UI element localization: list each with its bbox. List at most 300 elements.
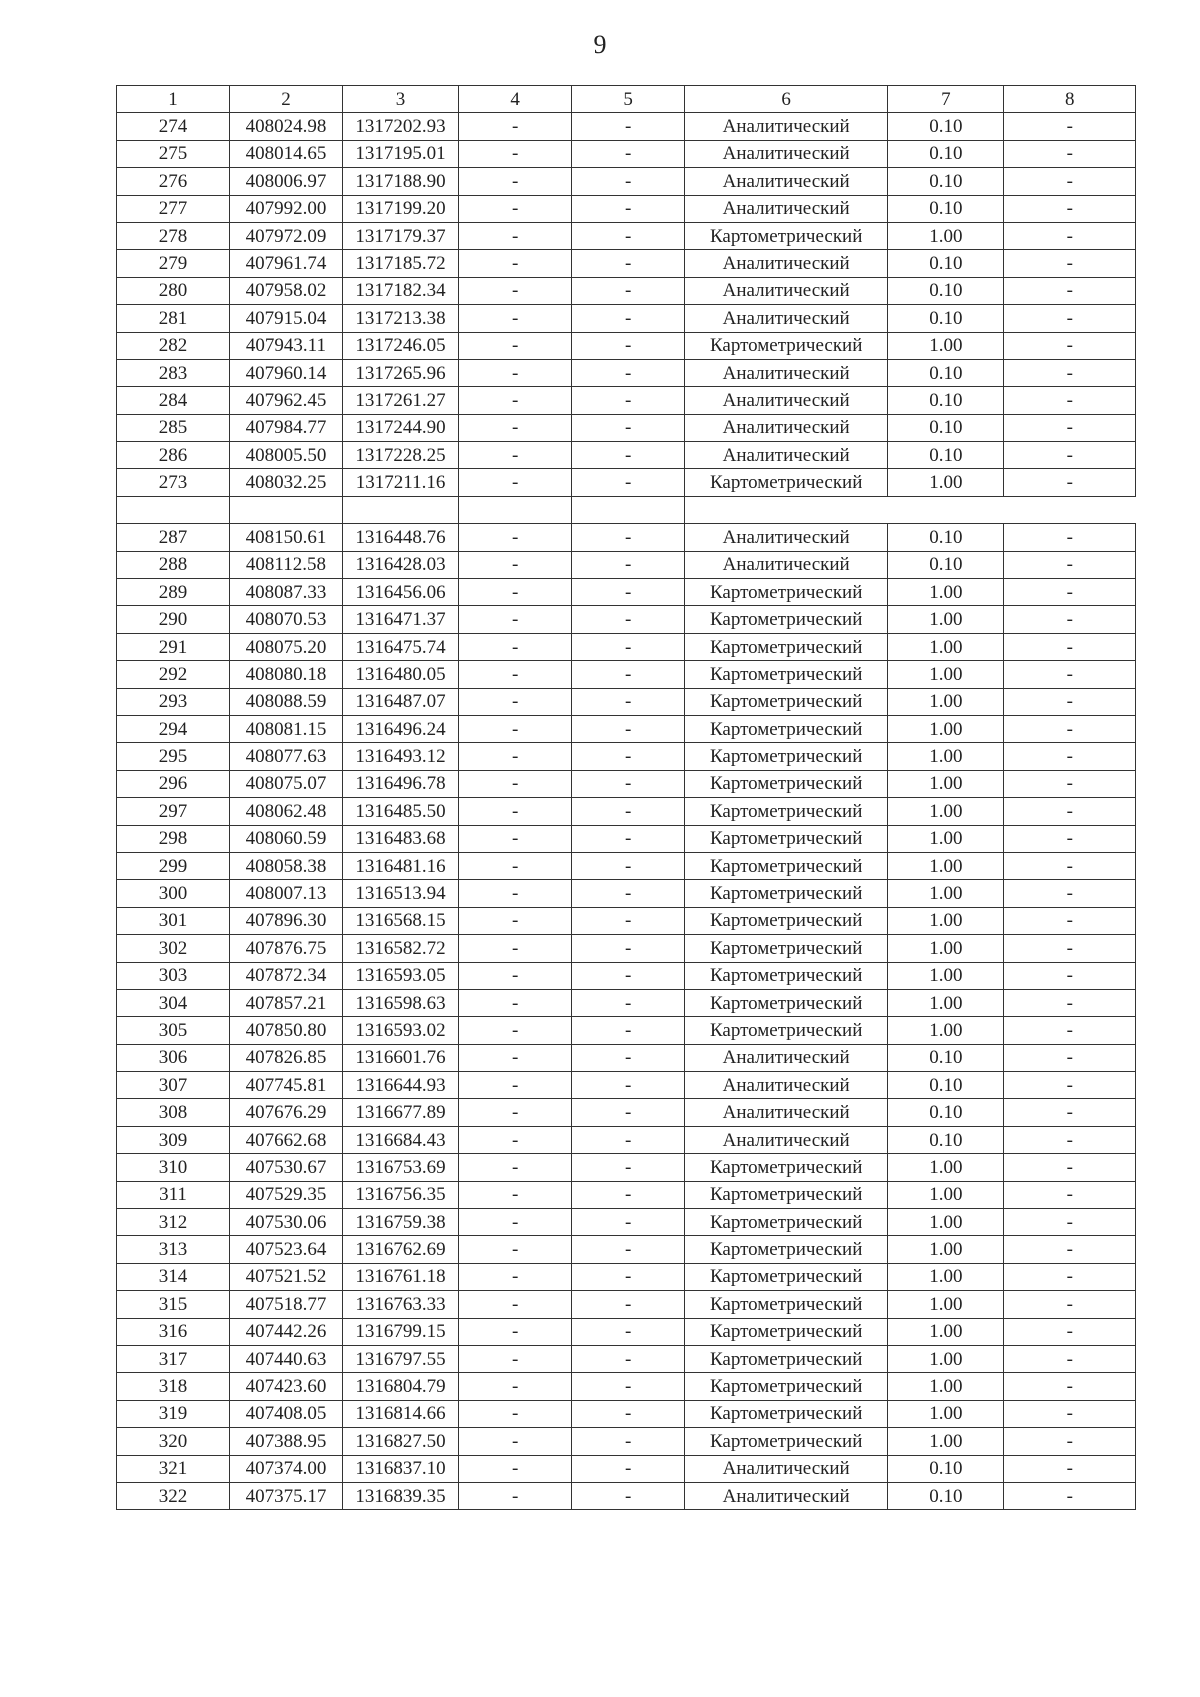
x-coordinate-cell: 408112.58 bbox=[229, 551, 342, 578]
method-cell: Картометрический bbox=[685, 633, 888, 660]
col8-cell: - bbox=[1004, 1154, 1136, 1181]
method-cell: Аналитический bbox=[685, 195, 888, 222]
point-number-cell: 315 bbox=[117, 1291, 230, 1318]
point-number-cell: 307 bbox=[117, 1072, 230, 1099]
point-number-cell: 316 bbox=[117, 1318, 230, 1345]
column-header: 8 bbox=[1004, 86, 1136, 113]
point-number-cell: 283 bbox=[117, 359, 230, 386]
method-cell: Аналитический bbox=[685, 1455, 888, 1482]
col4-cell: - bbox=[459, 825, 572, 852]
accuracy-cell: 1.00 bbox=[888, 825, 1004, 852]
col4-cell: - bbox=[459, 1291, 572, 1318]
method-cell: Картометрический bbox=[685, 715, 888, 742]
col8-cell: - bbox=[1004, 1099, 1136, 1126]
empty-cell bbox=[117, 496, 230, 523]
method-cell: Картометрический bbox=[685, 743, 888, 770]
x-coordinate-cell: 408087.33 bbox=[229, 579, 342, 606]
table-row bbox=[117, 387, 1136, 414]
accuracy-cell: 0.10 bbox=[888, 1072, 1004, 1099]
y-coordinate-cell: 1316487.07 bbox=[342, 688, 458, 715]
x-coordinate-cell: 407943.11 bbox=[229, 332, 342, 359]
method-cell: Картометрический bbox=[685, 1291, 888, 1318]
accuracy-cell: 0.10 bbox=[888, 1482, 1004, 1509]
col8-cell: - bbox=[1004, 770, 1136, 797]
point-number-cell: 300 bbox=[117, 880, 230, 907]
y-coordinate-cell: 1316601.76 bbox=[342, 1044, 458, 1071]
col4-cell: - bbox=[459, 113, 572, 140]
table-row bbox=[117, 962, 1136, 989]
y-coordinate-cell: 1317265.96 bbox=[342, 359, 458, 386]
y-coordinate-cell: 1316759.38 bbox=[342, 1209, 458, 1236]
col4-cell: - bbox=[459, 277, 572, 304]
col4-cell: - bbox=[459, 1263, 572, 1290]
method-cell: Картометрический bbox=[685, 1263, 888, 1290]
x-coordinate-cell: 408006.97 bbox=[229, 168, 342, 195]
col4-cell: - bbox=[459, 387, 572, 414]
col5-cell: - bbox=[572, 1345, 685, 1372]
col5-cell: - bbox=[572, 579, 685, 606]
point-number-cell: 298 bbox=[117, 825, 230, 852]
accuracy-cell: 1.00 bbox=[888, 770, 1004, 797]
col8-cell: - bbox=[1004, 442, 1136, 469]
col8-cell: - bbox=[1004, 1209, 1136, 1236]
col4-cell: - bbox=[459, 469, 572, 496]
point-number-cell: 304 bbox=[117, 989, 230, 1016]
col8-cell: - bbox=[1004, 140, 1136, 167]
col4-cell: - bbox=[459, 1318, 572, 1345]
point-number-cell: 275 bbox=[117, 140, 230, 167]
col5-cell: - bbox=[572, 1181, 685, 1208]
col4-cell: - bbox=[459, 798, 572, 825]
col5-cell: - bbox=[572, 168, 685, 195]
accuracy-cell: 1.00 bbox=[888, 907, 1004, 934]
x-coordinate-cell: 408075.20 bbox=[229, 633, 342, 660]
method-cell: Картометрический bbox=[685, 1017, 888, 1044]
col8-cell: - bbox=[1004, 1263, 1136, 1290]
accuracy-cell: 1.00 bbox=[888, 962, 1004, 989]
col4-cell: - bbox=[459, 250, 572, 277]
y-coordinate-cell: 1316471.37 bbox=[342, 606, 458, 633]
point-number-cell: 318 bbox=[117, 1373, 230, 1400]
method-cell: Аналитический bbox=[685, 1044, 888, 1071]
column-header: 7 bbox=[888, 86, 1004, 113]
y-coordinate-cell: 1317199.20 bbox=[342, 195, 458, 222]
point-number-cell: 301 bbox=[117, 907, 230, 934]
x-coordinate-cell: 407676.29 bbox=[229, 1099, 342, 1126]
col4-cell: - bbox=[459, 633, 572, 660]
table-row bbox=[117, 715, 1136, 742]
table-row bbox=[117, 907, 1136, 934]
point-number-cell: 294 bbox=[117, 715, 230, 742]
y-coordinate-cell: 1317179.37 bbox=[342, 222, 458, 249]
accuracy-cell: 1.00 bbox=[888, 661, 1004, 688]
table-row bbox=[117, 1263, 1136, 1290]
x-coordinate-cell: 408080.18 bbox=[229, 661, 342, 688]
col5-cell: - bbox=[572, 113, 685, 140]
col4-cell: - bbox=[459, 770, 572, 797]
point-number-cell: 308 bbox=[117, 1099, 230, 1126]
col4-cell: - bbox=[459, 743, 572, 770]
accuracy-cell: 1.00 bbox=[888, 688, 1004, 715]
table-row bbox=[117, 469, 1136, 496]
col4-cell: - bbox=[459, 579, 572, 606]
y-coordinate-cell: 1317202.93 bbox=[342, 113, 458, 140]
col5-cell: - bbox=[572, 688, 685, 715]
accuracy-cell: 0.10 bbox=[888, 414, 1004, 441]
col5-cell: - bbox=[572, 962, 685, 989]
col8-cell: - bbox=[1004, 168, 1136, 195]
col8-cell: - bbox=[1004, 414, 1136, 441]
col4-cell: - bbox=[459, 1017, 572, 1044]
x-coordinate-cell: 407915.04 bbox=[229, 305, 342, 332]
method-cell: Аналитический bbox=[685, 1072, 888, 1099]
y-coordinate-cell: 1317228.25 bbox=[342, 442, 458, 469]
point-number-cell: 305 bbox=[117, 1017, 230, 1044]
col4-cell: - bbox=[459, 989, 572, 1016]
empty-cell bbox=[685, 496, 1136, 523]
col8-cell: - bbox=[1004, 606, 1136, 633]
col5-cell: - bbox=[572, 1291, 685, 1318]
method-cell: Аналитический bbox=[685, 277, 888, 304]
accuracy-cell: 1.00 bbox=[888, 715, 1004, 742]
accuracy-cell: 0.10 bbox=[888, 442, 1004, 469]
table-row bbox=[117, 1400, 1136, 1427]
point-number-cell: 321 bbox=[117, 1455, 230, 1482]
coordinates-table bbox=[116, 85, 1136, 1510]
col4-cell: - bbox=[459, 880, 572, 907]
y-coordinate-cell: 1316582.72 bbox=[342, 935, 458, 962]
x-coordinate-cell: 407523.64 bbox=[229, 1236, 342, 1263]
column-header: 3 bbox=[342, 86, 458, 113]
col4-cell: - bbox=[459, 1072, 572, 1099]
accuracy-cell: 1.00 bbox=[888, 1400, 1004, 1427]
col5-cell: - bbox=[572, 1373, 685, 1400]
page-number: 9 bbox=[593, 30, 607, 59]
col8-cell: - bbox=[1004, 935, 1136, 962]
accuracy-cell: 1.00 bbox=[888, 1236, 1004, 1263]
table-row bbox=[117, 442, 1136, 469]
y-coordinate-cell: 1316762.69 bbox=[342, 1236, 458, 1263]
col5-cell: - bbox=[572, 743, 685, 770]
table-row bbox=[117, 688, 1136, 715]
x-coordinate-cell: 407521.52 bbox=[229, 1263, 342, 1290]
method-cell: Аналитический bbox=[685, 113, 888, 140]
accuracy-cell: 1.00 bbox=[888, 1345, 1004, 1372]
col8-cell: - bbox=[1004, 359, 1136, 386]
col8-cell: - bbox=[1004, 715, 1136, 742]
col5-cell: - bbox=[572, 770, 685, 797]
col4-cell: - bbox=[459, 1482, 572, 1509]
point-number-cell: 295 bbox=[117, 743, 230, 770]
table-row bbox=[117, 989, 1136, 1016]
col4-cell: - bbox=[459, 715, 572, 742]
method-cell: Аналитический bbox=[685, 442, 888, 469]
accuracy-cell: 1.00 bbox=[888, 1181, 1004, 1208]
x-coordinate-cell: 407850.80 bbox=[229, 1017, 342, 1044]
point-number-cell: 317 bbox=[117, 1345, 230, 1372]
method-cell: Аналитический bbox=[685, 1126, 888, 1153]
col8-cell: - bbox=[1004, 387, 1136, 414]
point-number-cell: 273 bbox=[117, 469, 230, 496]
column-header: 6 bbox=[685, 86, 888, 113]
accuracy-cell: 0.10 bbox=[888, 250, 1004, 277]
y-coordinate-cell: 1317246.05 bbox=[342, 332, 458, 359]
col8-cell: - bbox=[1004, 743, 1136, 770]
col4-cell: - bbox=[459, 1209, 572, 1236]
col8-cell: - bbox=[1004, 1400, 1136, 1427]
x-coordinate-cell: 408014.65 bbox=[229, 140, 342, 167]
point-number-cell: 311 bbox=[117, 1181, 230, 1208]
table-row bbox=[117, 1181, 1136, 1208]
col4-cell: - bbox=[459, 1181, 572, 1208]
accuracy-cell: 1.00 bbox=[888, 579, 1004, 606]
method-cell: Картометрический bbox=[685, 770, 888, 797]
accuracy-cell: 1.00 bbox=[888, 606, 1004, 633]
y-coordinate-cell: 1316837.10 bbox=[342, 1455, 458, 1482]
col5-cell: - bbox=[572, 1154, 685, 1181]
point-number-cell: 290 bbox=[117, 606, 230, 633]
col4-cell: - bbox=[459, 907, 572, 934]
x-coordinate-cell: 407958.02 bbox=[229, 277, 342, 304]
method-cell: Картометрический bbox=[685, 332, 888, 359]
col5-cell: - bbox=[572, 359, 685, 386]
col5-cell: - bbox=[572, 524, 685, 551]
accuracy-cell: 1.00 bbox=[888, 222, 1004, 249]
accuracy-cell: 0.10 bbox=[888, 168, 1004, 195]
point-number-cell: 303 bbox=[117, 962, 230, 989]
col8-cell: - bbox=[1004, 1072, 1136, 1099]
col5-cell: - bbox=[572, 1072, 685, 1099]
x-coordinate-cell: 408007.13 bbox=[229, 880, 342, 907]
point-number-cell: 279 bbox=[117, 250, 230, 277]
point-number-cell: 299 bbox=[117, 852, 230, 879]
x-coordinate-cell: 407872.34 bbox=[229, 962, 342, 989]
col5-cell: - bbox=[572, 715, 685, 742]
col5-cell: - bbox=[572, 661, 685, 688]
point-number-cell: 282 bbox=[117, 332, 230, 359]
accuracy-cell: 1.00 bbox=[888, 469, 1004, 496]
accuracy-cell: 0.10 bbox=[888, 1126, 1004, 1153]
point-number-cell: 296 bbox=[117, 770, 230, 797]
point-number-cell: 309 bbox=[117, 1126, 230, 1153]
y-coordinate-cell: 1316756.35 bbox=[342, 1181, 458, 1208]
table-row bbox=[117, 551, 1136, 578]
accuracy-cell: 0.10 bbox=[888, 195, 1004, 222]
col5-cell: - bbox=[572, 798, 685, 825]
y-coordinate-cell: 1317195.01 bbox=[342, 140, 458, 167]
method-cell: Аналитический bbox=[685, 1482, 888, 1509]
col5-cell: - bbox=[572, 442, 685, 469]
accuracy-cell: 0.10 bbox=[888, 387, 1004, 414]
method-cell: Картометрический bbox=[685, 880, 888, 907]
y-coordinate-cell: 1316761.18 bbox=[342, 1263, 458, 1290]
col4-cell: - bbox=[459, 305, 572, 332]
point-number-cell: 285 bbox=[117, 414, 230, 441]
point-number-cell: 286 bbox=[117, 442, 230, 469]
point-number-cell: 306 bbox=[117, 1044, 230, 1071]
y-coordinate-cell: 1316483.68 bbox=[342, 825, 458, 852]
accuracy-cell: 1.00 bbox=[888, 1373, 1004, 1400]
col8-cell: - bbox=[1004, 1044, 1136, 1071]
col4-cell: - bbox=[459, 332, 572, 359]
x-coordinate-cell: 407857.21 bbox=[229, 989, 342, 1016]
col8-cell: - bbox=[1004, 1455, 1136, 1482]
y-coordinate-cell: 1316827.50 bbox=[342, 1428, 458, 1455]
table-row bbox=[117, 606, 1136, 633]
col4-cell: - bbox=[459, 935, 572, 962]
col4-cell: - bbox=[459, 551, 572, 578]
x-coordinate-cell: 407745.81 bbox=[229, 1072, 342, 1099]
y-coordinate-cell: 1316598.63 bbox=[342, 989, 458, 1016]
col8-cell: - bbox=[1004, 113, 1136, 140]
method-cell: Картометрический bbox=[685, 688, 888, 715]
point-number-cell: 293 bbox=[117, 688, 230, 715]
y-coordinate-cell: 1316428.03 bbox=[342, 551, 458, 578]
accuracy-cell: 0.10 bbox=[888, 1099, 1004, 1126]
y-coordinate-cell: 1316496.24 bbox=[342, 715, 458, 742]
col4-cell: - bbox=[459, 359, 572, 386]
point-number-cell: 284 bbox=[117, 387, 230, 414]
accuracy-cell: 0.10 bbox=[888, 140, 1004, 167]
col5-cell: - bbox=[572, 1236, 685, 1263]
accuracy-cell: 1.00 bbox=[888, 1428, 1004, 1455]
col4-cell: - bbox=[459, 414, 572, 441]
table-row bbox=[117, 277, 1136, 304]
accuracy-cell: 1.00 bbox=[888, 880, 1004, 907]
y-coordinate-cell: 1316513.94 bbox=[342, 880, 458, 907]
col4-cell: - bbox=[459, 1236, 572, 1263]
accuracy-cell: 1.00 bbox=[888, 1291, 1004, 1318]
method-cell: Картометрический bbox=[685, 222, 888, 249]
x-coordinate-cell: 408070.53 bbox=[229, 606, 342, 633]
x-coordinate-cell: 407530.67 bbox=[229, 1154, 342, 1181]
table-row bbox=[117, 661, 1136, 688]
col8-cell: - bbox=[1004, 1318, 1136, 1345]
table-row bbox=[117, 332, 1136, 359]
accuracy-cell: 0.10 bbox=[888, 113, 1004, 140]
method-cell: Картометрический bbox=[685, 989, 888, 1016]
col4-cell: - bbox=[459, 195, 572, 222]
x-coordinate-cell: 407992.00 bbox=[229, 195, 342, 222]
y-coordinate-cell: 1317211.16 bbox=[342, 469, 458, 496]
y-coordinate-cell: 1316493.12 bbox=[342, 743, 458, 770]
x-coordinate-cell: 407960.14 bbox=[229, 359, 342, 386]
y-coordinate-cell: 1317261.27 bbox=[342, 387, 458, 414]
col5-cell: - bbox=[572, 1263, 685, 1290]
col5-cell: - bbox=[572, 1400, 685, 1427]
y-coordinate-cell: 1316475.74 bbox=[342, 633, 458, 660]
point-number-cell: 319 bbox=[117, 1400, 230, 1427]
x-coordinate-cell: 407408.05 bbox=[229, 1400, 342, 1427]
col8-cell: - bbox=[1004, 1345, 1136, 1372]
table-row bbox=[117, 1455, 1136, 1482]
table-row bbox=[117, 743, 1136, 770]
x-coordinate-cell: 407518.77 bbox=[229, 1291, 342, 1318]
table-row bbox=[117, 113, 1136, 140]
x-coordinate-cell: 407374.00 bbox=[229, 1455, 342, 1482]
column-header: 5 bbox=[572, 86, 685, 113]
table-row bbox=[117, 852, 1136, 879]
accuracy-cell: 1.00 bbox=[888, 1154, 1004, 1181]
col8-cell: - bbox=[1004, 1236, 1136, 1263]
col8-cell: - bbox=[1004, 1181, 1136, 1208]
accuracy-cell: 0.10 bbox=[888, 551, 1004, 578]
method-cell: Картометрический bbox=[685, 1181, 888, 1208]
method-cell: Картометрический bbox=[685, 606, 888, 633]
col8-cell: - bbox=[1004, 989, 1136, 1016]
table-row bbox=[117, 770, 1136, 797]
point-number-cell: 314 bbox=[117, 1263, 230, 1290]
accuracy-cell: 1.00 bbox=[888, 1318, 1004, 1345]
y-coordinate-cell: 1316684.43 bbox=[342, 1126, 458, 1153]
accuracy-cell: 1.00 bbox=[888, 1263, 1004, 1290]
col8-cell: - bbox=[1004, 1428, 1136, 1455]
col5-cell: - bbox=[572, 277, 685, 304]
y-coordinate-cell: 1316644.93 bbox=[342, 1072, 458, 1099]
col5-cell: - bbox=[572, 935, 685, 962]
table-row bbox=[117, 222, 1136, 249]
accuracy-cell: 1.00 bbox=[888, 989, 1004, 1016]
accuracy-cell: 1.00 bbox=[888, 935, 1004, 962]
table-row bbox=[117, 140, 1136, 167]
col4-cell: - bbox=[459, 688, 572, 715]
y-coordinate-cell: 1316481.16 bbox=[342, 852, 458, 879]
y-coordinate-cell: 1317244.90 bbox=[342, 414, 458, 441]
col8-cell: - bbox=[1004, 1373, 1136, 1400]
method-cell: Аналитический bbox=[685, 359, 888, 386]
point-number-cell: 277 bbox=[117, 195, 230, 222]
col5-cell: - bbox=[572, 633, 685, 660]
table-row bbox=[117, 1017, 1136, 1044]
y-coordinate-cell: 1317188.90 bbox=[342, 168, 458, 195]
column-header: 4 bbox=[459, 86, 572, 113]
table-row bbox=[117, 880, 1136, 907]
method-cell: Аналитический bbox=[685, 387, 888, 414]
method-cell: Картометрический bbox=[685, 661, 888, 688]
col4-cell: - bbox=[459, 1400, 572, 1427]
col8-cell: - bbox=[1004, 579, 1136, 606]
table-row bbox=[117, 935, 1136, 962]
method-cell: Аналитический bbox=[685, 524, 888, 551]
col5-cell: - bbox=[572, 1318, 685, 1345]
col8-cell: - bbox=[1004, 1126, 1136, 1153]
point-number-cell: 297 bbox=[117, 798, 230, 825]
y-coordinate-cell: 1317182.34 bbox=[342, 277, 458, 304]
table-row bbox=[117, 195, 1136, 222]
y-coordinate-cell: 1316753.69 bbox=[342, 1154, 458, 1181]
col4-cell: - bbox=[459, 852, 572, 879]
method-cell: Картометрический bbox=[685, 579, 888, 606]
y-coordinate-cell: 1316763.33 bbox=[342, 1291, 458, 1318]
method-cell: Картометрический bbox=[685, 1345, 888, 1372]
col5-cell: - bbox=[572, 195, 685, 222]
x-coordinate-cell: 407530.06 bbox=[229, 1209, 342, 1236]
col8-cell: - bbox=[1004, 825, 1136, 852]
col4-cell: - bbox=[459, 1345, 572, 1372]
method-cell: Картометрический bbox=[685, 1400, 888, 1427]
accuracy-cell: 1.00 bbox=[888, 852, 1004, 879]
col8-cell: - bbox=[1004, 332, 1136, 359]
point-number-cell: 280 bbox=[117, 277, 230, 304]
table-row bbox=[117, 1154, 1136, 1181]
y-coordinate-cell: 1316496.78 bbox=[342, 770, 458, 797]
point-number-cell: 287 bbox=[117, 524, 230, 551]
col8-cell: - bbox=[1004, 195, 1136, 222]
col8-cell: - bbox=[1004, 1482, 1136, 1509]
col8-cell: - bbox=[1004, 633, 1136, 660]
table-row bbox=[117, 250, 1136, 277]
col5-cell: - bbox=[572, 1017, 685, 1044]
